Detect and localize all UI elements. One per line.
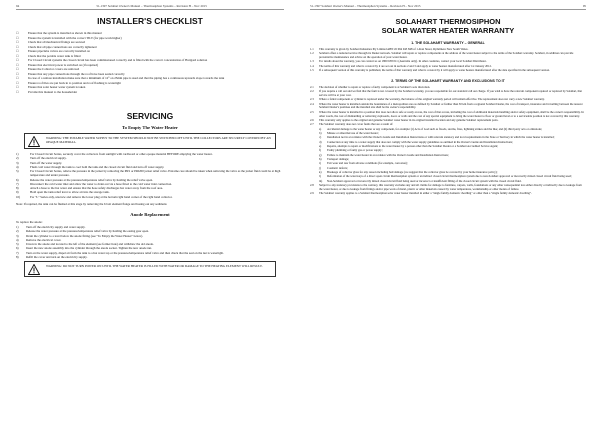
drain-step-number: 3) bbox=[16, 160, 19, 165]
exclusion-item-text: Connection at any time to a water supply that does not comply with the water supply guidelines as outlined in the Owner's Guide and Installation Instructions; bbox=[327, 139, 513, 144]
left-running-title: 51-1397 Solahart Owner's Manual – Thermosiphon Systems – Revision H – Nov 2015 bbox=[96, 4, 207, 8]
anode-steps bbox=[16, 225, 284, 259]
anode-step-text: Refill the cover and turn on the electricity supply. bbox=[26, 254, 88, 259]
anode-step-text: Insert the new anode assembly into the cylinder through the anode socket. Tighten the new anode nut. bbox=[26, 246, 152, 251]
warranty-clause-number: 2.4 bbox=[310, 101, 314, 106]
warranty-clause-text: If you require a call out and we find that the fault is not covered by the Solahart warranty, you are responsible for our standard call out charge. If you wish to have the relevant component repaired or replaced by Solahart, that service will be at your cost. bbox=[319, 89, 583, 97]
warranty-clause-text: Subject to any statutory provisions to the contrary, this warranty excludes any and all claims for damage to furniture, carpets, walls, foundations or any other consequential loss either directly or indirectly due to leakage from the water heater, or due to leakage from fittings and/or pipe work of metal, plastic or other materials caused by water temperature, workmanship or other modes of failure. bbox=[319, 183, 582, 191]
warranty-clause-text: Where the water heater is installed outside the boundaries of a metropolitan area as defined by Solahart or further than 30 km from a regional Solahart Dealer, the cost of transport, insurance and travelling between the nearest Solahart Dealer's premises and the installed site shall be the owner's responsibility. bbox=[319, 101, 583, 110]
warning-icon bbox=[28, 136, 40, 147]
installers-checklist bbox=[16, 31, 284, 94]
anode-step-number: 3) bbox=[16, 233, 19, 238]
empty-heater-warning-text: WARNING: THE POTABLE WATER SUPPLY TO THE SYSTEM SHOULD NOT BE SWITCHED OFF UNTIL THE COLLECTORS ARE SECURELY COVERED BY AN OPAQUE MATERIAL. bbox=[46, 135, 271, 144]
drain-step-number: 1) bbox=[16, 152, 19, 156]
warranty-clause-number: 1.1 bbox=[310, 47, 314, 51]
left-page-header bbox=[16, 4, 284, 10]
exclusion-item-text: Faulty plumbing or faulty gas or power supply; bbox=[327, 148, 383, 153]
anode-step-number: 7) bbox=[16, 250, 19, 255]
left-page-number: 94 bbox=[16, 4, 20, 8]
drain-step-number: 9) bbox=[16, 190, 19, 195]
warranty-clause-text: The Solahart warranty does not cover faults that are a result of: bbox=[319, 122, 394, 127]
checklist-item-text: Ensure that electrical power is switched on (if required) bbox=[28, 62, 98, 67]
exclusion-item-number: f) bbox=[319, 148, 321, 153]
flush-note: Note: If required, the tank can be flushed at this stage by removing the 6 bolt element flange and hosing out any sediment. bbox=[16, 201, 168, 206]
section1-title: 1. THE SOLAHART WARRANTY – GENERAL bbox=[411, 41, 485, 45]
checkbox-icon: ☐ bbox=[16, 76, 19, 80]
checklist-item-text: Ensure the system is installed with the correct TILT (for pipe work higher) bbox=[28, 35, 122, 40]
warranty-clause bbox=[310, 69, 586, 73]
checklist-item-text: Check that all pipe connections are correctly tightened bbox=[28, 44, 97, 49]
servicing-title: SERVICING bbox=[126, 111, 174, 121]
drain-step bbox=[16, 195, 284, 199]
exclusion-item-number: b) bbox=[319, 130, 322, 135]
drain-step-number: 2) bbox=[16, 156, 19, 161]
checkbox-icon: ☐ bbox=[16, 31, 19, 35]
drain-step-number: 10) bbox=[16, 194, 21, 199]
checklist-item-text: Ensure that the system is installed as shown in this manual bbox=[28, 31, 102, 35]
warranty-clause-number: 2.5 bbox=[310, 109, 314, 114]
checkbox-icon: ☐ bbox=[16, 85, 19, 89]
anode-step-number: 1) bbox=[16, 225, 19, 230]
exclusion-item-text: Non-Solahart approved or incorrectly mixed closed circuit fluid being used or incorrect or insufficient filling of the closed circuit system with the closed circuit fluid. bbox=[327, 178, 522, 183]
right-page-header bbox=[310, 4, 586, 10]
exclusion-item-text: Misuse or abnormal use of the water heater; bbox=[327, 130, 379, 135]
exclusion-item-number: h) bbox=[319, 156, 322, 161]
right-page-number: 95 bbox=[582, 4, 586, 8]
exclusion-item-text: Transport damage; bbox=[327, 156, 350, 161]
checklist-item-text: Ensure that solar heater water system is taken bbox=[28, 85, 86, 89]
drain-step-text: Turn off the water supply. bbox=[30, 160, 63, 165]
anode-step-number: 5) bbox=[16, 242, 19, 247]
drain-step-text: Turn off the electrical supply. bbox=[30, 156, 67, 161]
warranty-clause-text: The terms of this warranty and what is covered by it are set out in sections 2 and 3 and apply to water heaters manufactured after 1st January 2012. bbox=[319, 63, 492, 68]
exclusion-item-number: l) bbox=[319, 174, 321, 179]
warranty-clause-number: 1.5 bbox=[310, 68, 314, 73]
section1-list bbox=[310, 48, 586, 73]
anode-step-text: Drain the cylinder to a level below the anode fitting (see "To Empty the Water Heater" below). bbox=[26, 233, 144, 238]
section2-sub-list bbox=[319, 128, 586, 184]
warranty-title-line2: SOLAR WATER HEATER WARRANTY bbox=[381, 26, 515, 35]
drain-step-text: For Closed Circuit Series, securely cover the collectors from sunlight with cardboard or other opaque material BEFORE emptying the water heater. bbox=[30, 152, 213, 156]
section2-list-continued bbox=[310, 184, 586, 196]
anode-warning bbox=[24, 261, 276, 277]
exclusion-item-text: Deformation of the waterways of a direct open circuit thermosiphon system or an indirect closed circuit thermosiphon system due to non-Solahart approved or incorrectly mixed closed circuit fluid being used; bbox=[327, 174, 572, 179]
anode-step-text: Remove the electrical cover. bbox=[26, 237, 62, 242]
warranty-title-line1: SOLAHART THERMOSIPHON bbox=[395, 17, 501, 26]
anode-step-number: 2) bbox=[16, 229, 19, 234]
exclusion-item-text: Breakage of collector glass for any reason including hail damage (we suggest that the collector glass be covered by your home insurance policy); bbox=[327, 169, 498, 174]
warranty-clause-number: 1.2 bbox=[310, 51, 314, 56]
warranty-clause-text: Where the water heater is installed in a position that does not allow safe or ready access, the cost of that access, including the cost of additional materials handling and/or safety equipment, shall be the owner's responsibility. In other words, the cost of dismantling or removing cupboards, doors or walls and the cost of any special equipment to bring the water heater to floor or ground level or to a serviceable position is not covered by this warranty. bbox=[319, 109, 584, 118]
warranty-clause-text: This warranty only applies to the original and genuine Solahart water heater in its original installed location and any genuine Solahart replacement parts. bbox=[319, 117, 499, 122]
checklist-item-text: Ensure pipe/tube valves are correctly installed on bbox=[28, 49, 90, 53]
warning-icon bbox=[28, 264, 40, 275]
checklist-item-text: Provide this manual to the householder bbox=[28, 89, 78, 94]
warranty-clause-number: 2.9 bbox=[310, 191, 314, 196]
empty-heater-steps bbox=[16, 152, 284, 199]
checkbox-icon: ☐ bbox=[16, 62, 19, 67]
anode-step-text: Turn off the electricity supply and water supply. bbox=[26, 225, 86, 230]
drain-step-number: 5) bbox=[16, 169, 19, 173]
exclusion-item-number: k) bbox=[319, 169, 322, 174]
warranty-clause-number: 2.8 bbox=[310, 183, 314, 187]
checkbox-icon: ☐ bbox=[16, 80, 19, 85]
warranty-clause-text: Where a failed component or cylinder is replaced under the warranty, the balance of the original warranty period will remain effective. The replacement does not carry a new Solahart warranty. bbox=[319, 97, 545, 102]
section2-list bbox=[310, 86, 586, 127]
exclusion-item-number: j) bbox=[319, 165, 321, 170]
checkbox-icon: ☐ bbox=[16, 40, 19, 44]
empty-heater-warning bbox=[24, 133, 276, 149]
warranty-clause-number: 2.2 bbox=[310, 89, 314, 94]
exclusion-item-text: Accidental damage to the water heater or any component, for example: (i) Acts of God such as floods, storms, fires, lightning strikes and the like; and (ii) third party acts or omissions; bbox=[327, 126, 543, 131]
anode-step-number: 4) bbox=[16, 237, 19, 242]
exclusion-item-number: e) bbox=[319, 143, 322, 148]
exclusion-item bbox=[319, 162, 586, 166]
warranty-clause-number: 2.1 bbox=[310, 84, 314, 89]
anode-step-text: Unscrew the anode and located to the left of the element (see former hole) and withdraw the old anode. bbox=[26, 242, 154, 247]
anode-warning-text: WARNING: DO NOT TURN POWER ON UNTIL THE WATER HEATER IS FILLED WITH WATER OR DAMAGE TO THE HEATING ELEMENT WILL RESULT. bbox=[46, 263, 263, 268]
drain-step-number: 4) bbox=[16, 164, 19, 169]
exclusion-item-number: m) bbox=[319, 178, 323, 183]
checkbox-icon: ☐ bbox=[16, 49, 19, 53]
drain-step-text: Disconnect the cold water inlet and allow the water to drain out via a hose fitted to the cold water inlet connection. bbox=[30, 181, 172, 186]
checkbox-icon: ☐ bbox=[16, 35, 19, 40]
warranty-clause-text: The decision of whether to repair or replace a faulty component is at Solahart's sole discretion. bbox=[319, 84, 431, 89]
checklist-item bbox=[16, 90, 284, 95]
checklist-item-text: In case of a remote installation make sure that a minimum of 12° on 25mm pipe is used and that the piping has a continuous upwards slope towards the tank bbox=[28, 76, 225, 80]
warranty-clause-text: The Solahart warranty applies to a Solahart thermosiphon solar water heater installed in either a "single family domestic dwelling" or other than a "single family domestic dwelling". bbox=[319, 191, 532, 196]
exclusion-item-number: c) bbox=[319, 135, 322, 140]
warranty-clause-text: For details about the warranty, you can contact us on 1800 638 011 (Australia only). In other countries, contact your local Solahart Distributor. bbox=[319, 59, 487, 64]
warranty-clause-text: If a subsequent version of this warranty is published, the terms of that warranty and what is covered by it will apply to water heaters manufactured after the date specified in the subsequent version. bbox=[319, 68, 550, 73]
checklist-item-text: Check that the potable water tank is filled bbox=[28, 53, 81, 58]
right-running-title: 51-1397 Solahart Owner's Manual – Thermosiphon Systems – Revision H – Nov 2015 bbox=[310, 4, 421, 8]
drain-step-number: 7) bbox=[16, 181, 19, 186]
checkbox-icon: ☐ bbox=[16, 44, 19, 49]
checklist-item-text: Ensure that any pipe connections through the roof have been sealed correctly bbox=[28, 71, 125, 76]
anode-step-number: 6) bbox=[16, 246, 19, 251]
checklist-item-text: Check that all mechanical fixings are secured bbox=[28, 40, 86, 44]
warranty-clause-number: 1.3 bbox=[310, 59, 314, 64]
checkbox-icon: ☐ bbox=[16, 89, 19, 94]
checkbox-icon: ☐ bbox=[16, 53, 19, 58]
right-page bbox=[300, 0, 600, 424]
anode-step bbox=[16, 255, 284, 259]
checklist-item-text: Ensure roof tiles are put back in to position and roof flashing is watertight bbox=[28, 80, 121, 85]
drain-step-number: 6) bbox=[16, 177, 19, 182]
warranty-clause-number: 1.4 bbox=[310, 63, 314, 68]
checkbox-icon: ☐ bbox=[16, 67, 19, 71]
drain-step-text: For "L" Series only, unscrew and remove the lower plug at the bottom right hand corner of the right hand collector. bbox=[30, 194, 173, 199]
exclusion-item-text: Repairs, attempts to repair or modifications to the water heater by a person other than the Solahart Dealer or a Solahart Accredited Service Agent; bbox=[327, 143, 499, 148]
checkbox-icon: ☐ bbox=[16, 71, 19, 76]
drain-step-text: Flush cold water through the tank to cool both the tank and the closed circuit fluid and turn off water supply. bbox=[30, 164, 165, 169]
warranty-clause bbox=[310, 192, 586, 196]
exclusion-item-number: g) bbox=[319, 152, 322, 157]
warranty-clause-number: 2.7 bbox=[310, 122, 314, 127]
checklist-item-text: Ensure the Collector covers are removed bbox=[28, 67, 80, 71]
exclusion-item-text: Cosmetic defects; bbox=[327, 165, 348, 170]
anode-step-text: Turn on the water supply, dispel air from the tank to a hot water tap or the pressure/temperature relief valve and then check that the seal on the nut is watertight. bbox=[26, 250, 224, 255]
drain-step-number: 8) bbox=[16, 186, 19, 190]
exclusion-item-text: Installation not in accordance with the Owner's Guide and Installation Instructions or with relevant statutory and local requirements in the State or Territory in which the water heater is installed; bbox=[327, 135, 555, 140]
anode-intro: To replace the anode: bbox=[16, 219, 43, 224]
drain-step-text: Attach a hose to the hot water and ensure that the hose safely discharges hot water away from the roof area. bbox=[30, 186, 164, 190]
exclusion-item-number: d) bbox=[319, 139, 322, 144]
drain-step-text: Hold open the tank relief lever to allow air into the storage tank. bbox=[30, 190, 110, 195]
section2-title: 2. TERMS OF THE SOLAHART WARRANTY AND EXCLUSIONS TO IT bbox=[391, 78, 505, 83]
warranty-clause-text: This warranty is given by Solahart Industries Pty Limited ABN 45 064 945 848 of 1 Alan Street, Rydalmere New South Wales. bbox=[319, 47, 469, 51]
warranty-clause-text: Solahart offers a national service through its Dealer network. Solahart will repair or replace components at the address of the water heater subject to the terms of the Solahart warranty. Solahart, in addition can provide preventative maintenance and advice on the operation of your water heater. bbox=[319, 51, 574, 60]
warranty-clause-number: 2.6 bbox=[310, 117, 314, 122]
checklist-item-text: For Closed Circuit systems the closed circuit has been commissioned correctly and is filled with the correct concentration of Hartgard solution bbox=[28, 58, 208, 62]
exclusion-item-text: Fair wear and tear from adverse conditions (for example, corrosion); bbox=[327, 161, 408, 166]
drain-step-text: For Closed Circuit Series, relieve the pressure in the jacket by removing the PRS or PRI200 jacket relief valve. Extreme care should be taken when removing the valve as the jacket fluid could be at high temperature and under pressure. bbox=[30, 169, 281, 178]
warranty-clause-number: 2.3 bbox=[310, 97, 314, 102]
anode-replacement-title: Anode Replacement bbox=[130, 211, 170, 217]
checkbox-icon: ☐ bbox=[16, 58, 19, 62]
anode-step-number: 8) bbox=[16, 254, 19, 259]
drain-step bbox=[16, 169, 284, 178]
exclusion-item-number: i) bbox=[319, 161, 321, 166]
empty-heater-title: To Empty The Water Heater bbox=[122, 125, 178, 130]
exclusion-item bbox=[319, 154, 586, 158]
drain-step-text: Release the water pressure at the pressure/temperature relief valve by holding the relief valve open. bbox=[30, 177, 153, 182]
exclusion-item-number: a) bbox=[319, 126, 322, 131]
installers-checklist-title: INSTALLER'S CHECKLIST bbox=[97, 16, 203, 26]
exclusion-item-text: Failure to maintain the water heater in accordance with the Owner's Guide and Installation Instructions; bbox=[327, 152, 449, 157]
anode-step-text: Release the water pressure at the pressure/temperature relief valve by holding the easing gear open. bbox=[26, 229, 149, 234]
